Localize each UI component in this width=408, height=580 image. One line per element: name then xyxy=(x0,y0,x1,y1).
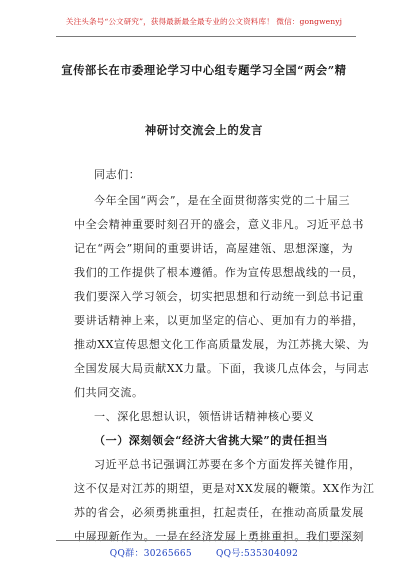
paragraph-line: 我们的工作提供了根本遵循。作为宣传思想战线的一员， xyxy=(74,266,364,279)
salutation: 同志们： xyxy=(94,168,141,181)
footer-qq-group: QQ群：30265665 xyxy=(109,549,192,559)
paragraph-line: 这不仅是对江苏的期望，更是对XX发展的鞭策。XX作为江 xyxy=(74,482,375,495)
paragraph-line: 中展现新作为。一是在经济发展上勇挑重担。我们要深刻 xyxy=(74,530,364,543)
paragraph-line: 全国发展大局贡献XX力量。下面，我谈几点体会，与同志 xyxy=(74,362,370,375)
paragraph-line: 我们要深入学习领会，切实把思想和行动统一到总书记重 xyxy=(74,290,364,303)
paragraph-line: 今年全国“两会”，是在全面贯彻落实党的二十届三 xyxy=(94,194,351,207)
header-note: 关注头条号“公文研究”，获得最新最全最专业的公文资料库！ 微信：gongwenyj xyxy=(65,17,343,26)
section-heading-1: 一、深化思想认识，领悟讲话精神核心要义 xyxy=(94,410,315,423)
document-title-line-1: 宣传部长在市委理论学习中心组专题学习全国“两会”精 xyxy=(61,63,347,77)
footer-qq-number: QQ号:535304092 xyxy=(215,549,299,559)
paragraph-line: 习近平总书记强调江苏要在多个方面发挥关键作用， xyxy=(94,458,361,471)
document-title-line-2: 神研讨交流会上的发言 xyxy=(145,123,263,137)
paragraph-line: 们共同交流。 xyxy=(74,386,144,399)
footer-divider xyxy=(56,540,356,541)
paragraph-line: 苏的省会，必须勇挑重担，扛起责任，在推动高质量发展 xyxy=(74,506,364,519)
paragraph-line: 记在“两会”期间的重要讲话，高屋建瓴、思想深邃，为 xyxy=(74,242,354,255)
paragraph-line: 要讲话精神上来，以更加坚定的信心、更加有力的举措， xyxy=(74,314,364,327)
footer-contact xyxy=(0,546,408,559)
subsection-heading-1: （一）深刻领会“经济大省挑大梁”的责任担当 xyxy=(94,434,329,447)
header-divider xyxy=(56,36,356,37)
paragraph-line: 推动XX宣传思想文化工作高质量发展，为江苏挑大梁、为 xyxy=(74,338,370,351)
paragraph-line: 中全会精神重要时刻召开的盛会，意义非凡。习近平总书 xyxy=(74,218,364,231)
